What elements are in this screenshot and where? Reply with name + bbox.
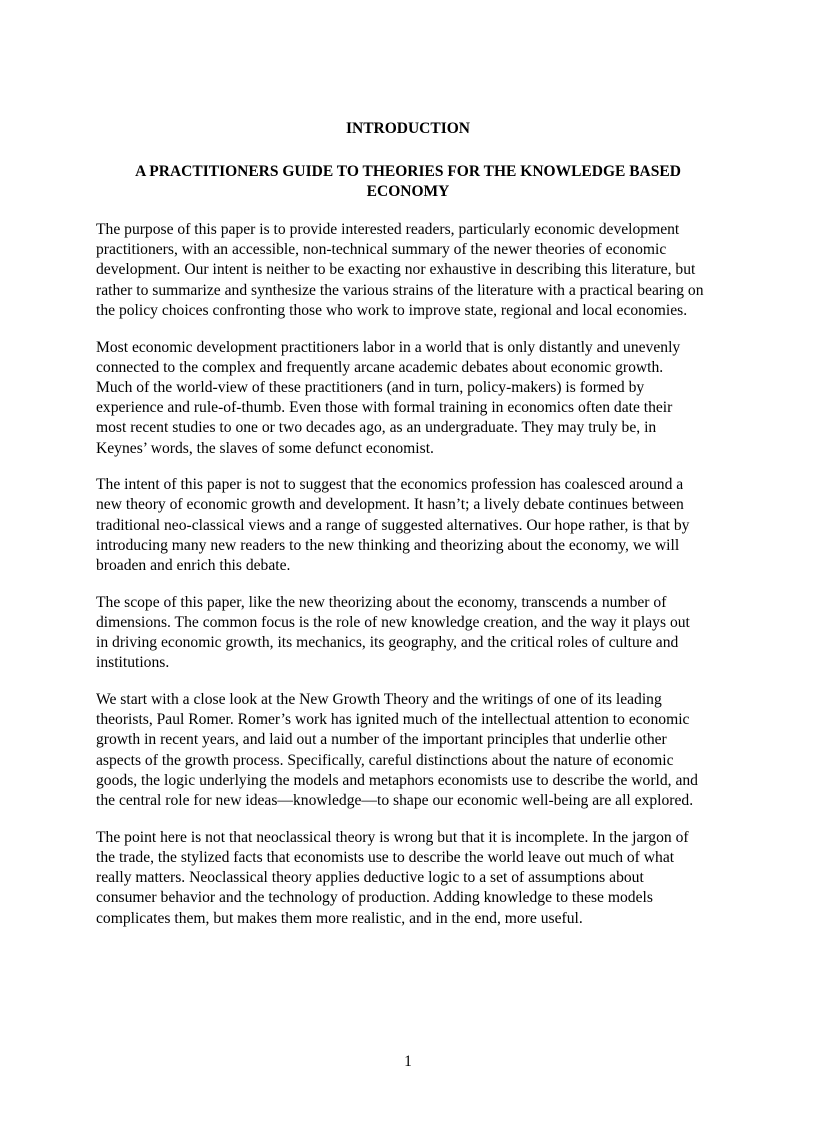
text-line: really matters. Neoclassical theory applies deductive logic to a set of assumptions about: [96, 869, 644, 887]
text-line: the central role for new ideas—knowledge—to shape our economic well-being are all explored.: [96, 792, 694, 810]
section-heading: INTRODUCTION: [345, 120, 470, 137]
paragraph-practitioners: [96, 338, 726, 459]
paragraph-intent: [96, 475, 726, 576]
page-title: [110, 162, 706, 202]
text-line: goods, the logic underlying the models and metaphors economists use to describe the world, and: [96, 771, 698, 789]
text-line: Most economic development practitioners labor in a world that is only distantly and unevenly: [96, 338, 681, 356]
paragraph-new-growth-theory: [96, 690, 726, 811]
text-line: new theory of economic growth and development. It hasn’t; a lively debate continues between: [96, 496, 684, 514]
text-line: consumer behavior and the technology of production. Adding knowledge to these models: [96, 889, 653, 907]
text-line: the policy choices confronting those who work to improve state, regional and local economies.: [96, 301, 688, 319]
text-line: Much of the world-view of these practitioners (and in turn, policy-makers) is formed by: [96, 378, 645, 396]
text-line: complicates them, but makes them more realistic, and in the end, more useful.: [96, 909, 583, 927]
body-text: [96, 220, 726, 945]
paragraph-scope: [96, 593, 726, 674]
text-line: The point here is not that neoclassical theory is wrong but that it is incomplete. In the jargon of: [96, 828, 689, 846]
text-line: development. Our intent is neither to be exacting nor exhaustive in describing this literature, but: [96, 261, 696, 279]
text-line: Keynes’ words, the slaves of some defunct economist.: [96, 439, 434, 457]
paragraph-purpose: [96, 220, 726, 321]
text-line: The scope of this paper, like the new theorizing about the economy, transcends a number of: [96, 593, 667, 611]
text-line: dimensions. The common focus is the role of new knowledge creation, and the way it plays out: [96, 613, 690, 631]
text-line: practitioners, with an accessible, non-technical summary of the newer theories of economic: [96, 241, 667, 259]
text-line: traditional neo-classical views and a range of suggested alternatives. Our hope rather, is that by: [96, 516, 690, 534]
text-line: theorists, Paul Romer. Romer’s work has ignited much of the intellectual attention to economic: [96, 711, 690, 729]
text-line: most recent studies to one or two decades ago, as an undergraduate. They may truly be, in: [96, 419, 657, 437]
text-line: The intent of this paper is not to suggest that the economics profession has coalesced around a: [96, 476, 684, 494]
text-line: growth in recent years, and laid out a number of the important principles that underlie other: [96, 731, 667, 749]
text-line: in driving economic growth, its mechanics, its geography, and the critical roles of culture and: [96, 634, 679, 652]
text-line: introducing many new readers to the new thinking and theorizing about the economy, we will: [96, 536, 680, 554]
text-line: broaden and enrich this debate.: [96, 557, 291, 575]
text-line: The purpose of this paper is to provide interested readers, particularly economic development: [96, 221, 680, 238]
text-line: rather to summarize and synthesize the various strains of the literature with a practical bearing on: [96, 281, 704, 299]
text-line: experience and rule-of-thumb. Even those with formal training in economics often date their: [96, 399, 673, 417]
title-line: ECONOMY: [366, 183, 450, 200]
text-line: connected to the complex and frequently arcane academic debates about economic growth.: [96, 358, 664, 376]
text-line: aspects of the growth process. Specifically, careful distinctions about the nature of economic: [96, 751, 674, 769]
text-line: institutions.: [96, 654, 170, 672]
text-line: We start with a close look at the New Growth Theory and the writings of one of its leading: [96, 691, 662, 709]
page-number: 1: [404, 1053, 412, 1070]
paragraph-neoclassical: [96, 828, 726, 929]
text-line: the trade, the stylized facts that economists use to describe the world leave out much of what: [96, 848, 675, 866]
title-line: A PRACTITIONERS GUIDE TO THEORIES FOR THE KNOWLEDGE BASED: [135, 163, 681, 180]
